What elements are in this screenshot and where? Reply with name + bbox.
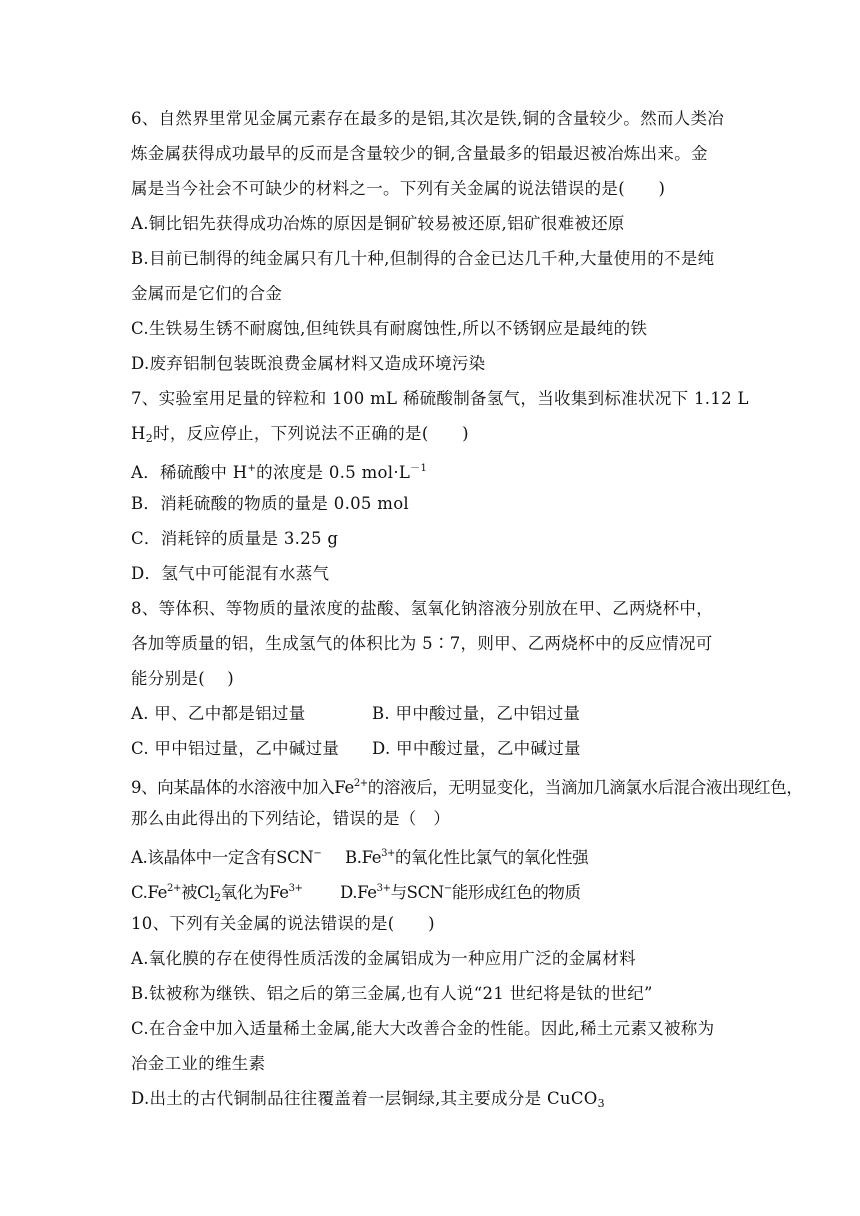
q8-option-d: D. 甲中酸过量，乙中碱过量: [372, 739, 581, 758]
q7-option-d: D．氢气中可能混有水蒸气: [131, 564, 330, 583]
q10-option-d: D.出土的古代铜制品往往覆盖着一层铜绿,其主要成分是 CuCO$_3$: [131, 1089, 605, 1110]
q6-option-a: A.铜比铝先获得成功冶炼的原因是铜矿较易被还原,铝矿很难被还原: [131, 214, 625, 233]
q7-stem-line-2: $H_2$时，反应停止，下列说法不正确的是( ): [131, 424, 469, 445]
q8-stem-line-3: 能分别是( ): [131, 669, 235, 688]
q7-option-a: A．稀硫酸中 H+的浓度是 0.5 $mol\cdot L^{-1}$: [131, 463, 428, 482]
q10-option-c-line-1: C.在合金中加入适量稀土金属,能大大改善合金的性能。因此,稀土元素又被称为: [131, 1019, 715, 1038]
q6-stem-line-3: 属是当今社会不可缺少的材料之一。下列有关金属的说法错误的是( ): [131, 179, 666, 198]
q9-option-a: A.该晶体中一定含有SCN−: [131, 848, 322, 867]
q9-stem-line-2: 那么由此得出的下列结论，错误的是（ ）: [131, 809, 451, 828]
q8-option-c: C. 甲中铝过量，乙中碱过量: [131, 739, 340, 758]
q6-option-b-line-1: B.目前已制得的纯金属只有几十种,但制得的合金已达几千种,大量使用的不是纯: [131, 249, 715, 268]
q8-stem-line-2: 各加等质量的铝，生成氢气的体积比为 5∶7，则甲、乙两烧杯中的反应情况可: [131, 634, 713, 653]
q8-option-b: B. 甲中酸过量，乙中铝过量: [372, 704, 581, 723]
q6-option-d: D.废弃铝制包装既浪费金属材料又造成环境污染: [131, 354, 486, 373]
q6-option-c: C.生铁易生锈不耐腐蚀,但纯铁具有耐腐蚀性,所以不锈钢应是最纯的铁: [131, 319, 648, 338]
q8-stem-line-1: 8、等体积、等物质的量浓度的盐酸、氢氧化钠溶液分别放在甲、乙两烧杯中，: [131, 599, 713, 618]
q9-option-c: $C.Fe^{2+}$被$Cl_2$氧化为$Fe^{3+}$: [131, 883, 303, 904]
q10-option-b: B.钛被称为继铁、铝之后的第三金属,也有人说“21 世纪将是钛的世纪”: [131, 984, 653, 1003]
q10-option-a: A.氧化膜的存在使得性质活泼的金属铝成为一种应用广泛的金属材料: [131, 949, 636, 968]
q6-stem-line-1: 6、自然界里常见金属元素存在最多的是铝,其次是铁,铜的含量较少。然而人类冶: [131, 109, 725, 128]
q7-option-b: B．消耗硫酸的物质的量是 0.05 mol: [131, 494, 410, 513]
q6-option-b-line-2: 金属而是它们的合金: [131, 284, 283, 303]
q9-option-b: $B.Fe^{3+}$的氧化性比氯气的氧化性强: [345, 848, 589, 867]
q10-option-c-line-2: 冶金工业的维生素: [131, 1054, 266, 1073]
q7-stem-line-1: 7、实验室用足量的锌粒和 100 mL 稀硫酸制备氢气，当收集到标准状况下 1.12 L: [131, 389, 749, 408]
q9-stem-line-1: 9、向某晶体的水溶液中加入$Fe^{2+}$的溶液后，无明显变化，当滴加几滴氯水后混合液出现红色，: [131, 778, 803, 797]
q8-option-a: A. 甲、乙中都是铝过量: [131, 704, 306, 723]
q6-stem-line-2: 炼金属获得成功最早的反而是含量较少的铜,含量最多的铝最迟被冶炼出来。金: [131, 144, 708, 163]
q9-option-d: $D.Fe^{3+}$与SCN−能形成红色的物质: [340, 883, 581, 902]
q10-stem: 10、下列有关金属的说法错误的是( ): [131, 914, 435, 933]
q7-option-c: C．消耗锌的质量是 3.25 g: [131, 529, 339, 548]
